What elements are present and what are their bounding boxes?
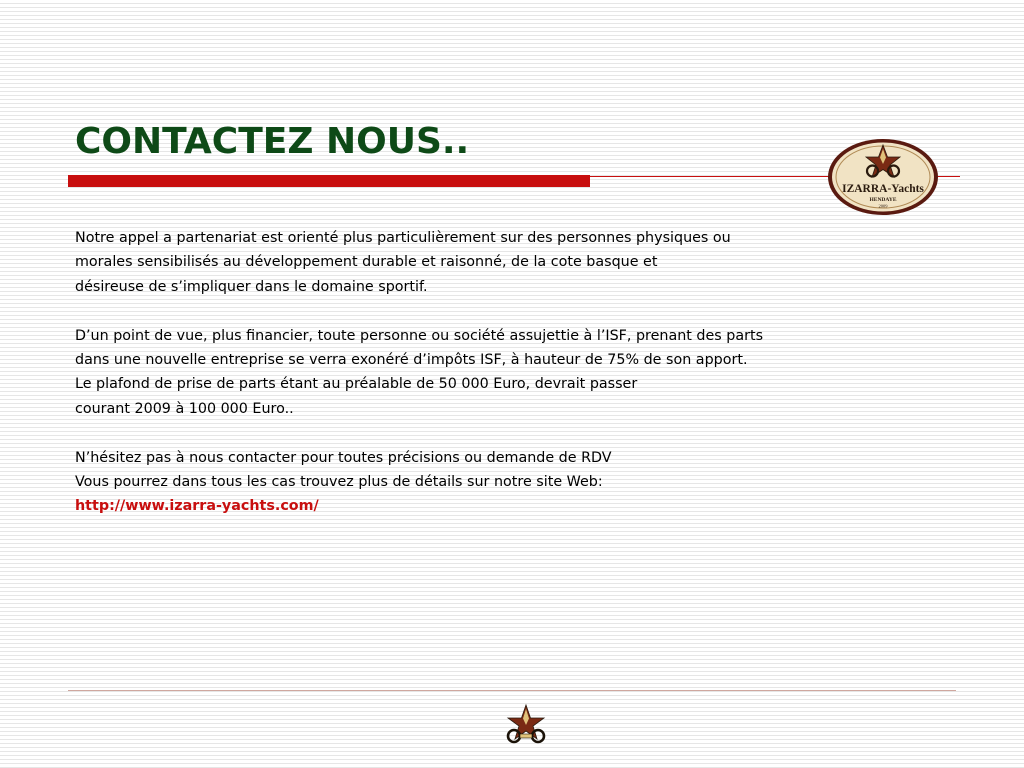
paragraph-1-line-3: désireuse de s’impliquer dans le domaine sportif. [75,278,428,295]
website-link[interactable]: http://www.izarra-yachts.com/ [75,498,319,515]
paragraph-3-line-2: Vous pourrez dans tous les cas trouvez plus de détails sur notre site Web: [75,473,603,490]
paragraph-1-line-2: morales sensibilisés au développement durable et raisonné, de la cote basque et [75,254,658,271]
paragraph-3-line-1: N’hésitez pas à nous contacter pour toutes précisions ou demande de RDV [75,449,612,466]
star-compass-icon [497,703,555,747]
paragraph-spacer [75,299,955,323]
paragraph-1-line-1: Notre appel a partenariat est orienté plus particulièrement sur des personnes physiques ou [75,230,731,246]
paragraph-2-line-2: dans une nouvelle entreprise se verra exonéré d’impôts ISF, à hauteur de 75% de son apport. [75,351,748,368]
slide-title: CONTACTEZ NOUS.. [75,121,470,162]
paragraph-spacer [75,421,955,445]
logo-place: HENDAYE [869,197,897,203]
footer-rule [68,690,956,691]
paragraph-2-line-1: D’un point de vue, plus financier, toute personne ou société assujettie à l’ISF, prenant des parts [75,327,764,344]
paragraph-2-line-3: Le plafond de prise de parts étant au préalable de 50 000 Euro, devrait passer [75,376,638,393]
title-underline-bar [68,175,590,187]
slide-body [75,226,955,519]
izarra-yachts-logo [826,137,940,217]
paragraph-2-line-4: courant 2009 à 100 000 Euro.. [75,400,294,417]
logo-year: 2009 [878,203,888,209]
website-link-line [75,494,955,518]
logo-name: IZARRA-Yachts [842,183,924,195]
